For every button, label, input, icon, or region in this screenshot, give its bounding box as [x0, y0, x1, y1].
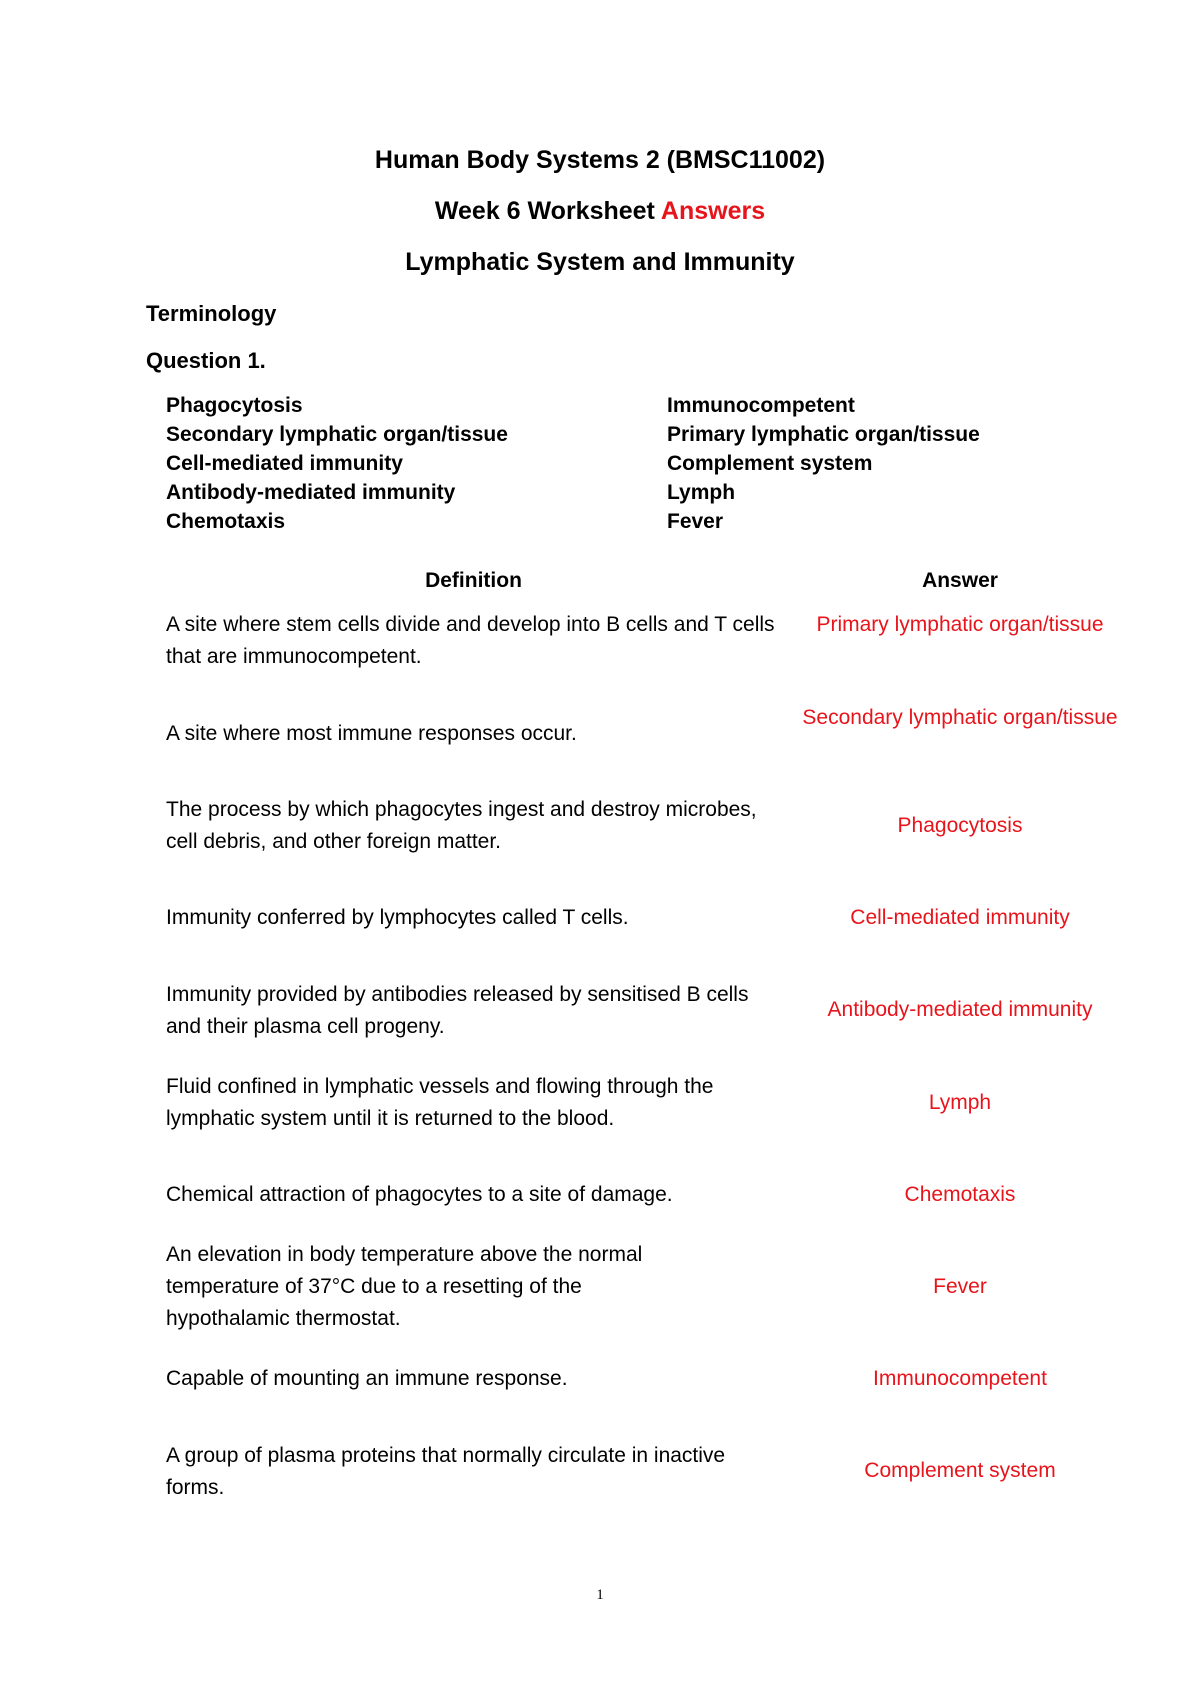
term-item: Immunocompetent: [667, 394, 855, 417]
table-row-answer: Fever: [933, 1275, 987, 1298]
answer-column-header: Answer: [922, 569, 998, 592]
table-row-answer: Chemotaxis: [904, 1183, 1016, 1206]
answers-label: Answers: [660, 197, 766, 225]
term-item: Fever: [667, 510, 724, 533]
table-row-answer: Primary lymphatic organ/tissue: [816, 613, 1104, 636]
table-row-definition: Chemical attraction of phagocytes to a site of damage.: [166, 1183, 673, 1206]
worksheet-title: [0, 197, 1200, 226]
table-row-answer: Lymph: [928, 1091, 992, 1114]
term-item: Secondary lymphatic organ/tissue: [166, 423, 508, 446]
term-item: Cell-mediated immunity: [166, 452, 403, 475]
table-row-definition: The process by which phagocytes ingest and destroy microbes, cell debris, and other foreign matter.: [166, 798, 757, 853]
topic-title: Lymphatic System and Immunity: [405, 248, 795, 276]
term-item: Antibody-mediated immunity: [166, 481, 456, 504]
page-number: 1: [596, 1587, 604, 1603]
term-item: Chemotaxis: [166, 510, 286, 533]
table-row-definition: An elevation in body temperature above the normal temperature of 37°C due to a resetting of the hypothalamic thermostat.: [166, 1243, 643, 1330]
table-row-answer: Complement system: [864, 1459, 1056, 1482]
table-row-answer: Cell-mediated immunity: [850, 906, 1070, 929]
table-row-answer: Secondary lymphatic organ/tissue: [802, 706, 1118, 729]
table-row-definition: Immunity conferred by lymphocytes called T cells.: [166, 906, 629, 929]
question-label: Question 1.: [146, 348, 266, 373]
table-row-definition: A site where most immune responses occur.: [166, 722, 577, 745]
table-row-definition: A site where stem cells divide and develop into B cells and T cells that are immunocompetent.: [166, 613, 775, 668]
definition-column-header: Definition: [425, 569, 522, 592]
term-item: Phagocytosis: [166, 394, 303, 417]
section-title: Terminology: [146, 301, 277, 326]
table-row-definition: Capable of mounting an immune response.: [166, 1367, 568, 1390]
worksheet-title-prefix: Week 6 Worksheet: [434, 197, 661, 225]
term-item: Complement system: [667, 452, 873, 475]
term-item: Lymph: [667, 481, 736, 504]
table-row-answer: Antibody-mediated immunity: [827, 998, 1093, 1021]
table-row-answer: Immunocompetent: [873, 1367, 1047, 1390]
table-row-definition: Fluid confined in lymphatic vessels and flowing through the lymphatic system until it is returned to the blood.: [166, 1075, 714, 1130]
table-row-answer: Phagocytosis: [897, 814, 1023, 837]
table-row-definition: A group of plasma proteins that normally circulate in inactive forms.: [166, 1444, 726, 1499]
course-title: Human Body Systems 2 (BMSC11002): [374, 146, 826, 174]
term-item: Primary lymphatic organ/tissue: [667, 423, 980, 446]
table-row-definition: Immunity provided by antibodies released by sensitised B cells and their plasma cell progeny.: [166, 983, 749, 1038]
